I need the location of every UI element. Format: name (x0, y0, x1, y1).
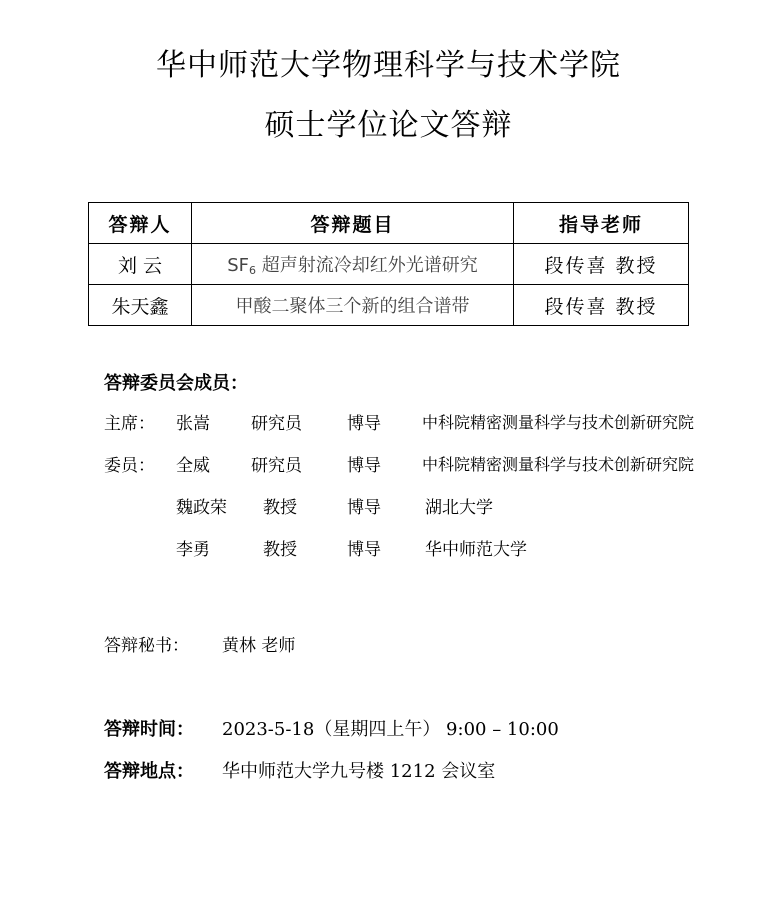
member-org: 中科院精密测量科学与技术创新研究院 (422, 455, 695, 474)
thesis-topic (192, 285, 514, 326)
member-role: 博导 (347, 540, 381, 560)
secretary-value: 黄林 老师 (222, 636, 296, 656)
member-title: 研究员 (251, 414, 302, 434)
member-title: 教授 (263, 498, 297, 518)
table-row (89, 244, 689, 285)
committee-heading: 答辩委员会成员： (104, 373, 248, 394)
topic-part: 超声射流冷却红外光谱研究 (256, 255, 478, 276)
time-value: 2023-5-18（星期四上午） 9:00 – 10:00 (222, 719, 559, 740)
table-row (89, 285, 689, 326)
topic-part: 甲酸二聚体三个新的组合谱带 (235, 296, 470, 317)
advisor-name: 段传喜 教授 (514, 285, 689, 326)
thesis-topic (192, 244, 514, 285)
topic-part: SF (227, 255, 250, 276)
secretary-label: 答辩秘书： (104, 636, 189, 656)
member-name: 张嵩 (176, 414, 210, 434)
member-label: 委员： (104, 456, 155, 476)
member-org: 中科院精密测量科学与技术创新研究院 (422, 413, 695, 432)
member-name: 魏政荣 (176, 498, 227, 518)
member-title: 教授 (263, 540, 297, 560)
candidate-name: 朱天鑫 (89, 285, 192, 326)
column-header-candidate: 答辩人 (89, 203, 192, 244)
member-name: 全威 (176, 456, 210, 476)
defense-table (88, 202, 689, 326)
document-title: 华中师范大学物理科学与技术学院 (156, 48, 621, 83)
time-label: 答辩时间： (104, 719, 194, 740)
member-role: 博导 (347, 414, 381, 434)
topic-subscript: 6 (249, 264, 257, 277)
column-header-advisor: 指导老师 (514, 203, 689, 244)
member-title: 研究员 (251, 456, 302, 476)
place-label: 答辩地点： (104, 761, 194, 782)
member-role: 博导 (347, 498, 381, 518)
table-header-row (89, 203, 689, 244)
candidate-name: 刘 云 (89, 244, 192, 285)
chair-label: 主席： (104, 414, 155, 434)
advisor-name: 段传喜 教授 (514, 244, 689, 285)
document-subtitle: 硕士学位论文答辩 (264, 108, 513, 143)
member-org: 湖北大学 (425, 498, 493, 518)
member-role: 博导 (347, 456, 381, 476)
member-org: 华中师范大学 (425, 540, 527, 560)
place-value: 华中师范大学九号楼 1212 会议室 (222, 761, 496, 782)
member-name: 李勇 (176, 540, 210, 560)
column-header-topic: 答辩题目 (192, 203, 514, 244)
